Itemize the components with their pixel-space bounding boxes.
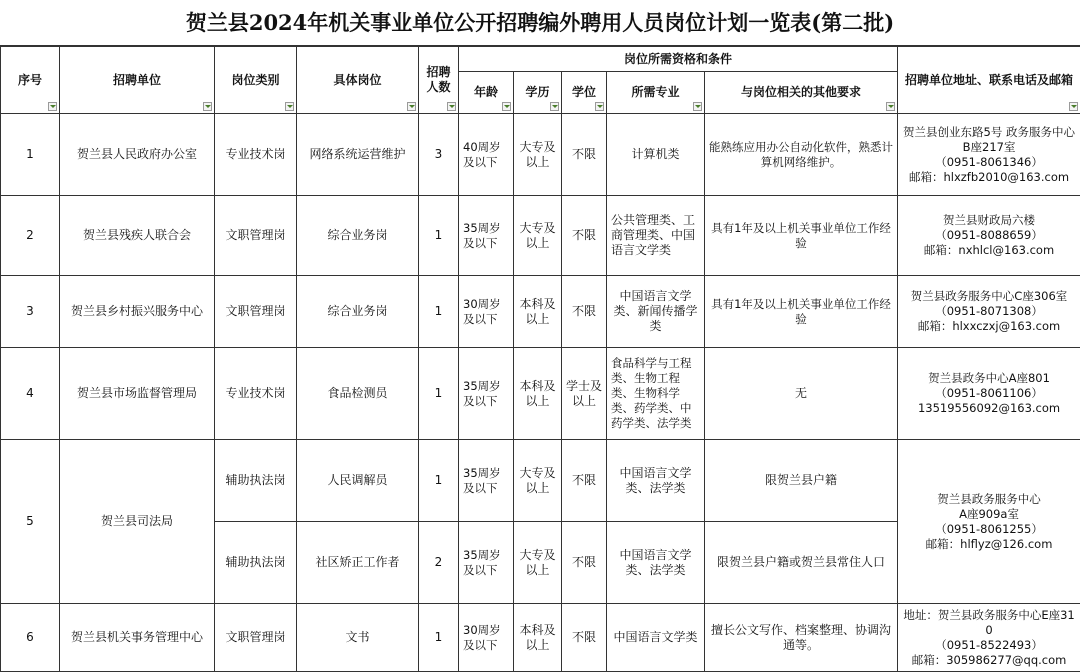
contact-phone: （0951-8061255） (935, 521, 1043, 536)
cell-seq[interactable]: 1 (1, 114, 60, 196)
contact-address: 贺兰县政务服务中心C座306室 (910, 289, 1068, 303)
contact-email: 13519556092@163.com (917, 401, 1061, 415)
contact-email: 邮箱：nxhlcl@163.com (923, 243, 1055, 257)
cell-education[interactable]: 大专及以上 (514, 114, 562, 196)
cell-degree[interactable]: 不限 (562, 440, 607, 522)
contact-email: 邮箱：305986277@qq.com (911, 652, 1067, 667)
cell-major[interactable]: 中国语言文学类、新闻传播学类 (607, 276, 705, 348)
contact-room: A座909a室 (959, 506, 1019, 521)
cell-position[interactable]: 食品检测员 (297, 348, 419, 440)
cell-age[interactable]: 35周岁及以下 (459, 440, 514, 522)
cell-age[interactable]: 35周岁及以下 (459, 522, 514, 604)
header-category[interactable] (215, 47, 297, 114)
cell-major[interactable]: 公共管理类、工商管理类、中国语言文学类 (607, 196, 705, 276)
cell-category[interactable]: 文职管理岗 (215, 196, 297, 276)
cell-unit[interactable]: 贺兰县人民政府办公室 (60, 114, 215, 196)
filter-dropdown-icon[interactable] (407, 102, 416, 111)
filter-dropdown-icon[interactable] (1069, 102, 1078, 111)
cell-other[interactable]: 擅长公文写作、档案整理、协调沟通等。 (705, 604, 898, 672)
cell-other[interactable]: 具有1年及以上机关事业单位工作经验 (705, 196, 898, 276)
header-major-label: 所需专业 (631, 85, 680, 99)
cell-count[interactable]: 1 (419, 348, 459, 440)
cell-unit[interactable]: 贺兰县司法局 (60, 440, 215, 604)
header-seq[interactable] (1, 47, 60, 114)
header-count-label: 招聘人数 (426, 65, 451, 94)
cell-other[interactable]: 无 (705, 348, 898, 440)
cell-category[interactable]: 专业技术岗 (215, 348, 297, 440)
cell-position[interactable]: 综合业务岗 (297, 276, 419, 348)
cell-category[interactable]: 文职管理岗 (215, 276, 297, 348)
header-degree[interactable] (562, 72, 607, 114)
cell-seq[interactable]: 2 (1, 196, 60, 276)
cell-count[interactable]: 1 (419, 196, 459, 276)
header-degree-label: 学位 (571, 85, 596, 99)
cell-seq[interactable]: 3 (1, 276, 60, 348)
contact-phone: （0951-8522493） (935, 637, 1043, 652)
cell-count[interactable]: 3 (419, 114, 459, 196)
cell-count[interactable]: 1 (419, 276, 459, 348)
cell-seq[interactable]: 4 (1, 348, 60, 440)
cell-count[interactable]: 1 (419, 440, 459, 522)
cell-category[interactable]: 辅助执法岗 (215, 522, 297, 604)
contact-address: 贺兰县财政局六楼 (943, 213, 1036, 227)
filter-dropdown-icon[interactable] (886, 102, 895, 111)
contact-phone: （0951-8088659） (935, 228, 1043, 242)
cell-other[interactable]: 具有1年及以上机关事业单位工作经验 (705, 276, 898, 348)
contact-email: 邮箱：hlflyz@126.com (925, 536, 1053, 551)
cell-position[interactable]: 社区矫正工作者 (297, 522, 419, 604)
cell-position[interactable]: 综合业务岗 (297, 196, 419, 276)
cell-category[interactable]: 专业技术岗 (215, 114, 297, 196)
table-row[interactable] (1, 604, 1080, 672)
cell-unit[interactable]: 贺兰县残疾人联合会 (60, 196, 215, 276)
cell-major[interactable]: 中国语言文学类 (607, 604, 705, 672)
cell-contact[interactable] (898, 348, 1080, 440)
header-unit-label: 招聘单位 (112, 72, 161, 87)
cell-unit[interactable]: 贺兰县机关事务管理中心 (60, 604, 215, 672)
filter-dropdown-icon[interactable] (447, 102, 456, 111)
cell-other[interactable]: 能熟练应用办公自动化软件，熟悉计算机网络维护。 (705, 114, 898, 196)
header-other[interactable] (705, 72, 898, 114)
cell-contact[interactable] (898, 114, 1080, 196)
cell-age[interactable]: 30周岁及以下 (459, 604, 514, 672)
contact-address: 贺兰县政务服务中心 (937, 491, 1041, 506)
cell-position[interactable]: 人民调解员 (297, 440, 419, 522)
cell-degree[interactable]: 不限 (562, 604, 607, 672)
contact-phone: （0951-8061346） (935, 154, 1043, 169)
header-age-label: 年龄 (473, 85, 498, 99)
cell-unit[interactable]: 贺兰县乡村振兴服务中心 (60, 276, 215, 348)
table-row[interactable] (1, 440, 1080, 522)
cell-position[interactable]: 网络系统运营维护 (297, 114, 419, 196)
cell-education[interactable]: 大专及以上 (514, 522, 562, 604)
cell-contact[interactable] (898, 440, 1080, 604)
header-education[interactable] (514, 72, 562, 114)
cell-age[interactable]: 35周岁及以下 (459, 348, 514, 440)
cell-education[interactable]: 大专及以上 (514, 196, 562, 276)
cell-major[interactable]: 中国语言文学类、法学类 (607, 522, 705, 604)
header-seq-label: 序号 (17, 72, 42, 87)
header-contact[interactable] (898, 47, 1080, 114)
table-row[interactable] (1, 114, 1080, 196)
header-age[interactable] (459, 72, 514, 114)
table-row[interactable] (1, 196, 1080, 276)
filter-dropdown-icon[interactable] (502, 102, 511, 111)
cell-unit[interactable]: 贺兰县市场监督管理局 (60, 348, 215, 440)
cell-degree[interactable]: 学士及以上 (562, 348, 607, 440)
filter-dropdown-icon[interactable] (48, 102, 57, 111)
cell-age[interactable]: 40周岁及以下 (459, 114, 514, 196)
header-position-label: 具体岗位 (333, 72, 382, 87)
cell-education[interactable]: 本科及以上 (514, 604, 562, 672)
filter-dropdown-icon[interactable] (595, 102, 604, 111)
header-position[interactable] (297, 47, 419, 114)
table-row[interactable] (1, 348, 1080, 440)
header-other-label: 与岗位相关的其他要求 (741, 85, 862, 99)
contact-phone: （0951-8071308） (935, 304, 1043, 318)
contact-email: 邮箱：hlxzfb2010@163.com (908, 169, 1070, 184)
header-category-label: 岗位类别 (231, 72, 280, 87)
recruitment-table (0, 46, 1080, 672)
contact-address: 地址：贺兰县政务服务中心E座310 (903, 607, 1075, 637)
cell-age[interactable]: 35周岁及以下 (459, 196, 514, 276)
cell-age[interactable]: 30周岁及以下 (459, 276, 514, 348)
cell-degree[interactable]: 不限 (562, 114, 607, 196)
contact-phone: （0951-8061106） (935, 386, 1043, 400)
cell-seq[interactable]: 5 (1, 440, 60, 604)
header-education-label: 学历 (525, 85, 550, 99)
cell-degree[interactable]: 不限 (562, 522, 607, 604)
cell-category[interactable]: 辅助执法岗 (215, 440, 297, 522)
cell-contact[interactable] (898, 196, 1080, 276)
header-major[interactable] (607, 72, 705, 114)
filter-dropdown-icon[interactable] (550, 102, 559, 111)
contact-address: 贺兰县创业东路5号 政务服务中心B座217室 (903, 124, 1076, 154)
cell-major[interactable]: 食品科学与工程类、生物工程类、生物科学类、药学类、中药学类、法学类 (607, 348, 705, 440)
header-unit[interactable] (60, 47, 215, 114)
cell-education[interactable]: 大专及以上 (514, 440, 562, 522)
header-contact-label: 招聘单位地址、联系电话及邮箱 (905, 72, 1074, 87)
cell-position[interactable]: 文书 (297, 604, 419, 672)
cell-education[interactable]: 本科及以上 (514, 276, 562, 348)
cell-seq[interactable]: 6 (1, 604, 60, 672)
cell-count[interactable]: 1 (419, 604, 459, 672)
cell-major[interactable]: 计算机类 (607, 114, 705, 196)
header-count[interactable] (419, 47, 459, 114)
cell-major[interactable]: 中国语言文学类、法学类 (607, 440, 705, 522)
contact-email: 邮箱：hlxxczxj@163.com (917, 319, 1061, 333)
cell-contact[interactable] (898, 276, 1080, 348)
cell-education[interactable]: 本科及以上 (514, 348, 562, 440)
filter-dropdown-icon[interactable] (285, 102, 294, 111)
cell-degree[interactable]: 不限 (562, 196, 607, 276)
header-qualifications: 岗位所需资格和条件 (459, 47, 898, 72)
contact-address: 贺兰县政务中心A座801 (928, 371, 1050, 385)
filter-dropdown-icon[interactable] (693, 102, 702, 111)
cell-other[interactable]: 限贺兰县户籍或贺兰县常住人口 (705, 522, 898, 604)
cell-other[interactable]: 限贺兰县户籍 (705, 440, 898, 522)
cell-degree[interactable]: 不限 (562, 276, 607, 348)
page-title: 贺兰县2024年机关事业单位公开招聘编外聘用人员岗位计划一览表(第二批) (0, 0, 1080, 46)
cell-category[interactable]: 文职管理岗 (215, 604, 297, 672)
cell-count[interactable]: 2 (419, 522, 459, 604)
table-row[interactable] (1, 276, 1080, 348)
cell-contact[interactable] (898, 604, 1080, 672)
filter-dropdown-icon[interactable] (203, 102, 212, 111)
